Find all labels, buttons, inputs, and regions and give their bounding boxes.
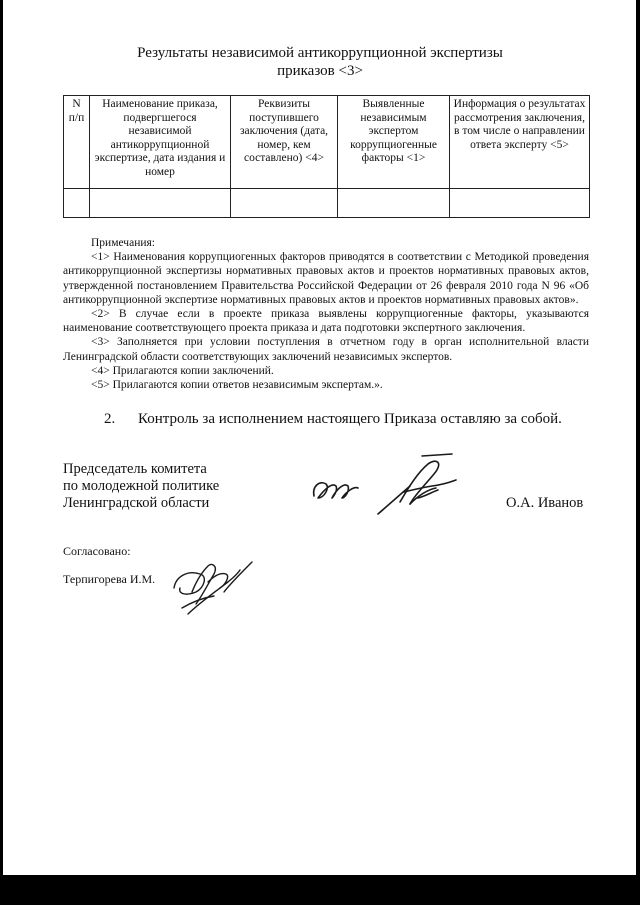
results-table [63,95,590,218]
scan-edge-left [0,0,3,905]
signatory-title-line: Ленинградской области [63,495,210,511]
document-title [0,44,640,80]
note-5: <5> Прилагаются копии ответов независимым экспертам.». [91,379,383,392]
header-review-info: Информация о результатах рассмотрения заключения, в том числе о направлении ответа эксперту <5> [450,96,590,189]
table-cell [64,189,90,218]
item-2-number: 2. [104,411,116,427]
item-2 [104,410,562,428]
title-line-1: Результаты независимой антикоррупционной экспертизы [137,45,503,61]
header-corruption-factors: Выявленные независимым экспертом коррупциогенные факторы <1> [338,96,450,189]
signature-mark [306,452,486,524]
scan-edge-right [636,0,640,905]
item-2-text: Контроль за исполнением настоящего Приказа оставляю за собой. [138,411,562,427]
approval-name: Терпигорева И.М. [63,572,156,586]
approval-signature-mark [168,552,256,626]
signatory-title-line: Председатель комитета [63,461,207,477]
header-conclusion-details: Реквизиты поступившего заключения (дата, номер, кем составлено) <4> [231,96,338,189]
note-3: <3> Заполняется при условии поступления в отчетном году в орган исполнительной власти Ленинградской области соответствующих заключений независимых экспертов. [63,336,589,363]
title-line-2: приказов <3> [277,63,363,79]
scan-edge-bottom [0,875,640,905]
note-1: <1> Наименования коррупциогенных факторов приводятся в соответствии с Методикой проведения антикоррупционной экспертизы нормативных правовых актов и проектов нормативных правовых актов, утвержденной постановлением Правительства Российской Федерации от 26 февраля 2010 года N 96 «Об антикоррупционной экспертизе нормативных правовых актов и проектов нормативных правовых актов». [63,251,589,306]
notes-heading: Примечания: [91,237,155,249]
approval-label: Согласовано: [63,544,131,558]
table-cell [231,189,338,218]
table-cell [450,189,590,218]
table-cell [338,189,450,218]
notes-section [63,236,589,392]
header-order-name: Наименование приказа, подвергшегося независимой антикоррупционной экспертизе, дата издания и номер [90,96,231,189]
signatory-title-line: по молодежной политике [63,478,220,494]
table-row [64,189,590,218]
signatory-name: О.А. Иванов [506,495,584,511]
signatory-title [63,461,219,512]
header-number: N п/п [64,96,90,189]
note-4: <4> Прилагаются копии заключений. [91,364,274,377]
table-cell [90,189,231,218]
table-header-row [64,96,590,189]
note-2: <2> В случае если в проекте приказа выявлены коррупциогенные факторы, указываются наименование соответствующего проекта приказа и дата подготовки экспертного заключения. [63,308,589,335]
